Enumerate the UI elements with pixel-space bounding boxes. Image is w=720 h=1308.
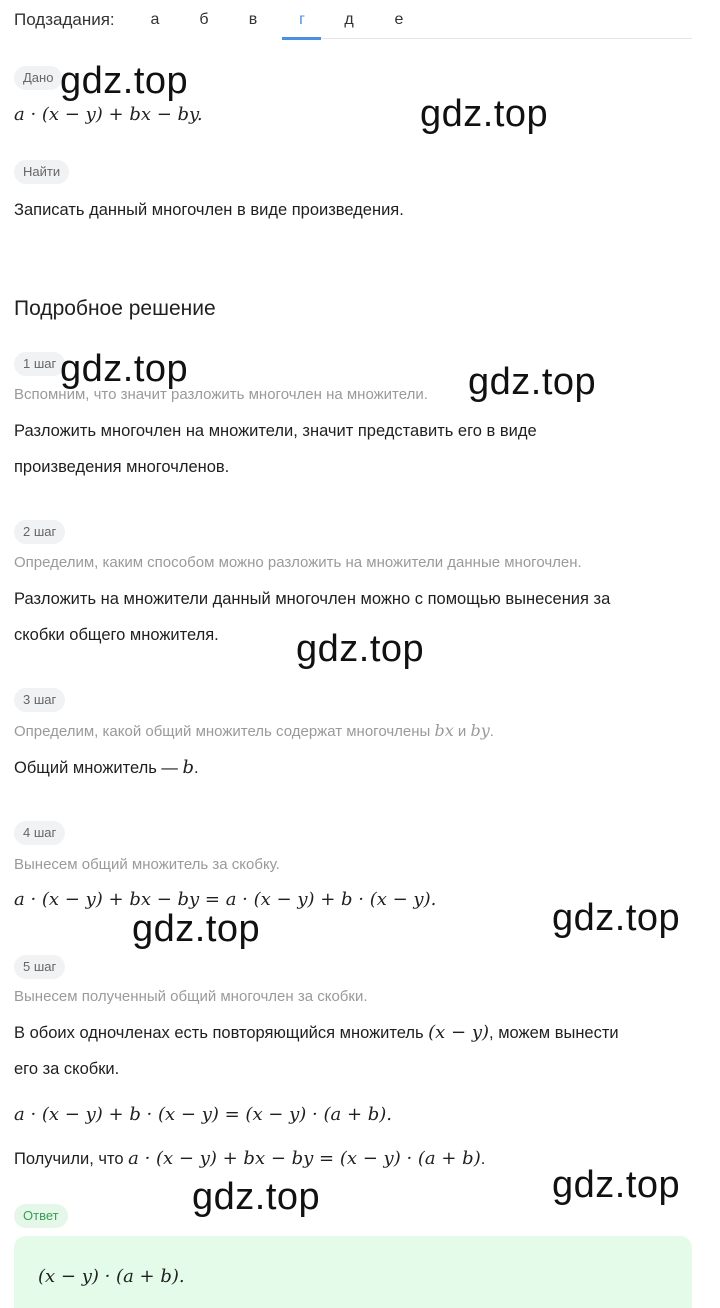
step-5-line-1-pre: В обоих одночленах есть повторяющийся множитель [14,1024,429,1042]
tab-v[interactable]: в [248,11,258,28]
watermark: gdz.top [296,628,425,670]
find-text: Записать данный многочлен в виде произведения. [14,201,404,219]
step-3-line [14,750,199,786]
answer-expression: (x − y) · (a + b). [38,1266,185,1287]
step-3-hint [14,721,494,740]
step-4-expression: a · (x − y) + bx − by = a · (x − y) + b · (x − y). [14,889,437,910]
step-2-chip: 2 шаг [14,520,65,544]
watermark: gdz.top [552,1164,681,1206]
watermark: gdz.top [60,60,189,102]
step-5-result-end: . [480,1150,486,1168]
active-tab-indicator [282,37,321,40]
step-4-chip: 4 шаг [14,821,65,845]
watermark: gdz.top [192,1176,321,1218]
step-3-hint-math-bx: bx [434,721,454,740]
step-4-hint: Вынесем общий множитель за скобку. [14,856,280,873]
step-3-hint-end: . [489,723,494,740]
step-1-chip: 1 шаг [14,352,65,376]
tab-d[interactable]: д [344,11,354,28]
tabs-divider [282,38,692,39]
given-expression: a · (x − y) + bx − by. [14,104,203,125]
step-5-result-math: a · (x − y) + bx − by = (x − y) · (a + b) [128,1148,481,1169]
solution-heading: Подробное решение [14,297,216,320]
watermark: gdz.top [60,348,189,390]
step-3-hint-math-by: by [470,721,490,740]
tab-b[interactable]: б [199,11,209,28]
step-3-line-math: b [182,757,195,778]
watermark: gdz.top [552,897,681,939]
watermark: gdz.top [468,361,597,403]
tab-a[interactable]: а [150,11,160,28]
given-chip: Дано [14,66,62,90]
step-5-result [14,1141,485,1177]
find-chip: Найти [14,160,69,184]
step-1-hint: Вспомним, что значит разложить многочлен на множители. [14,386,428,403]
step-2-hint: Определим, каким способом можно разложить на множители данные многочлен. [14,554,582,571]
step-1-line-2: произведения многочленов. [14,458,230,476]
step-2-line-1: Разложить на множители данный многочлен можно с помощью вынесения за [14,590,611,608]
step-5-line-1-end: , можем вынести [489,1024,619,1042]
step-1-line-1: Разложить многочлен на множители, значит представить его в виде [14,422,537,440]
step-5-line-2: его за скобки. [14,1060,120,1078]
watermark: gdz.top [420,93,549,135]
subtasks-label: Подзадания: [14,10,115,29]
step-3-line-end: . [194,759,199,777]
step-2-line-2: скобки общего множителя. [14,626,219,644]
step-5-line-1-math: (x − y) [428,1022,490,1043]
step-3-line-pre: Общий множитель — [14,759,183,777]
step-3-hint-mid: и [453,723,471,740]
answer-box [14,1236,692,1308]
answer-chip: Ответ [14,1204,68,1228]
step-3-chip: 3 шаг [14,688,65,712]
step-5-expression: a · (x − y) + b · (x − y) = (x − y) · (a + b). [14,1104,393,1125]
step-5-result-pre: Получили, что [14,1150,129,1168]
step-5-hint: Вынесем полученный общий многочлен за скобки. [14,988,368,1005]
tab-e[interactable]: е [394,11,404,28]
step-5-line-1 [14,1015,619,1051]
step-3-hint-pre: Определим, какой общий множитель содержат многочлены [14,723,435,740]
step-5-chip: 5 шаг [14,955,65,979]
watermark: gdz.top [132,908,261,950]
tab-g-active[interactable]: г [299,11,305,28]
